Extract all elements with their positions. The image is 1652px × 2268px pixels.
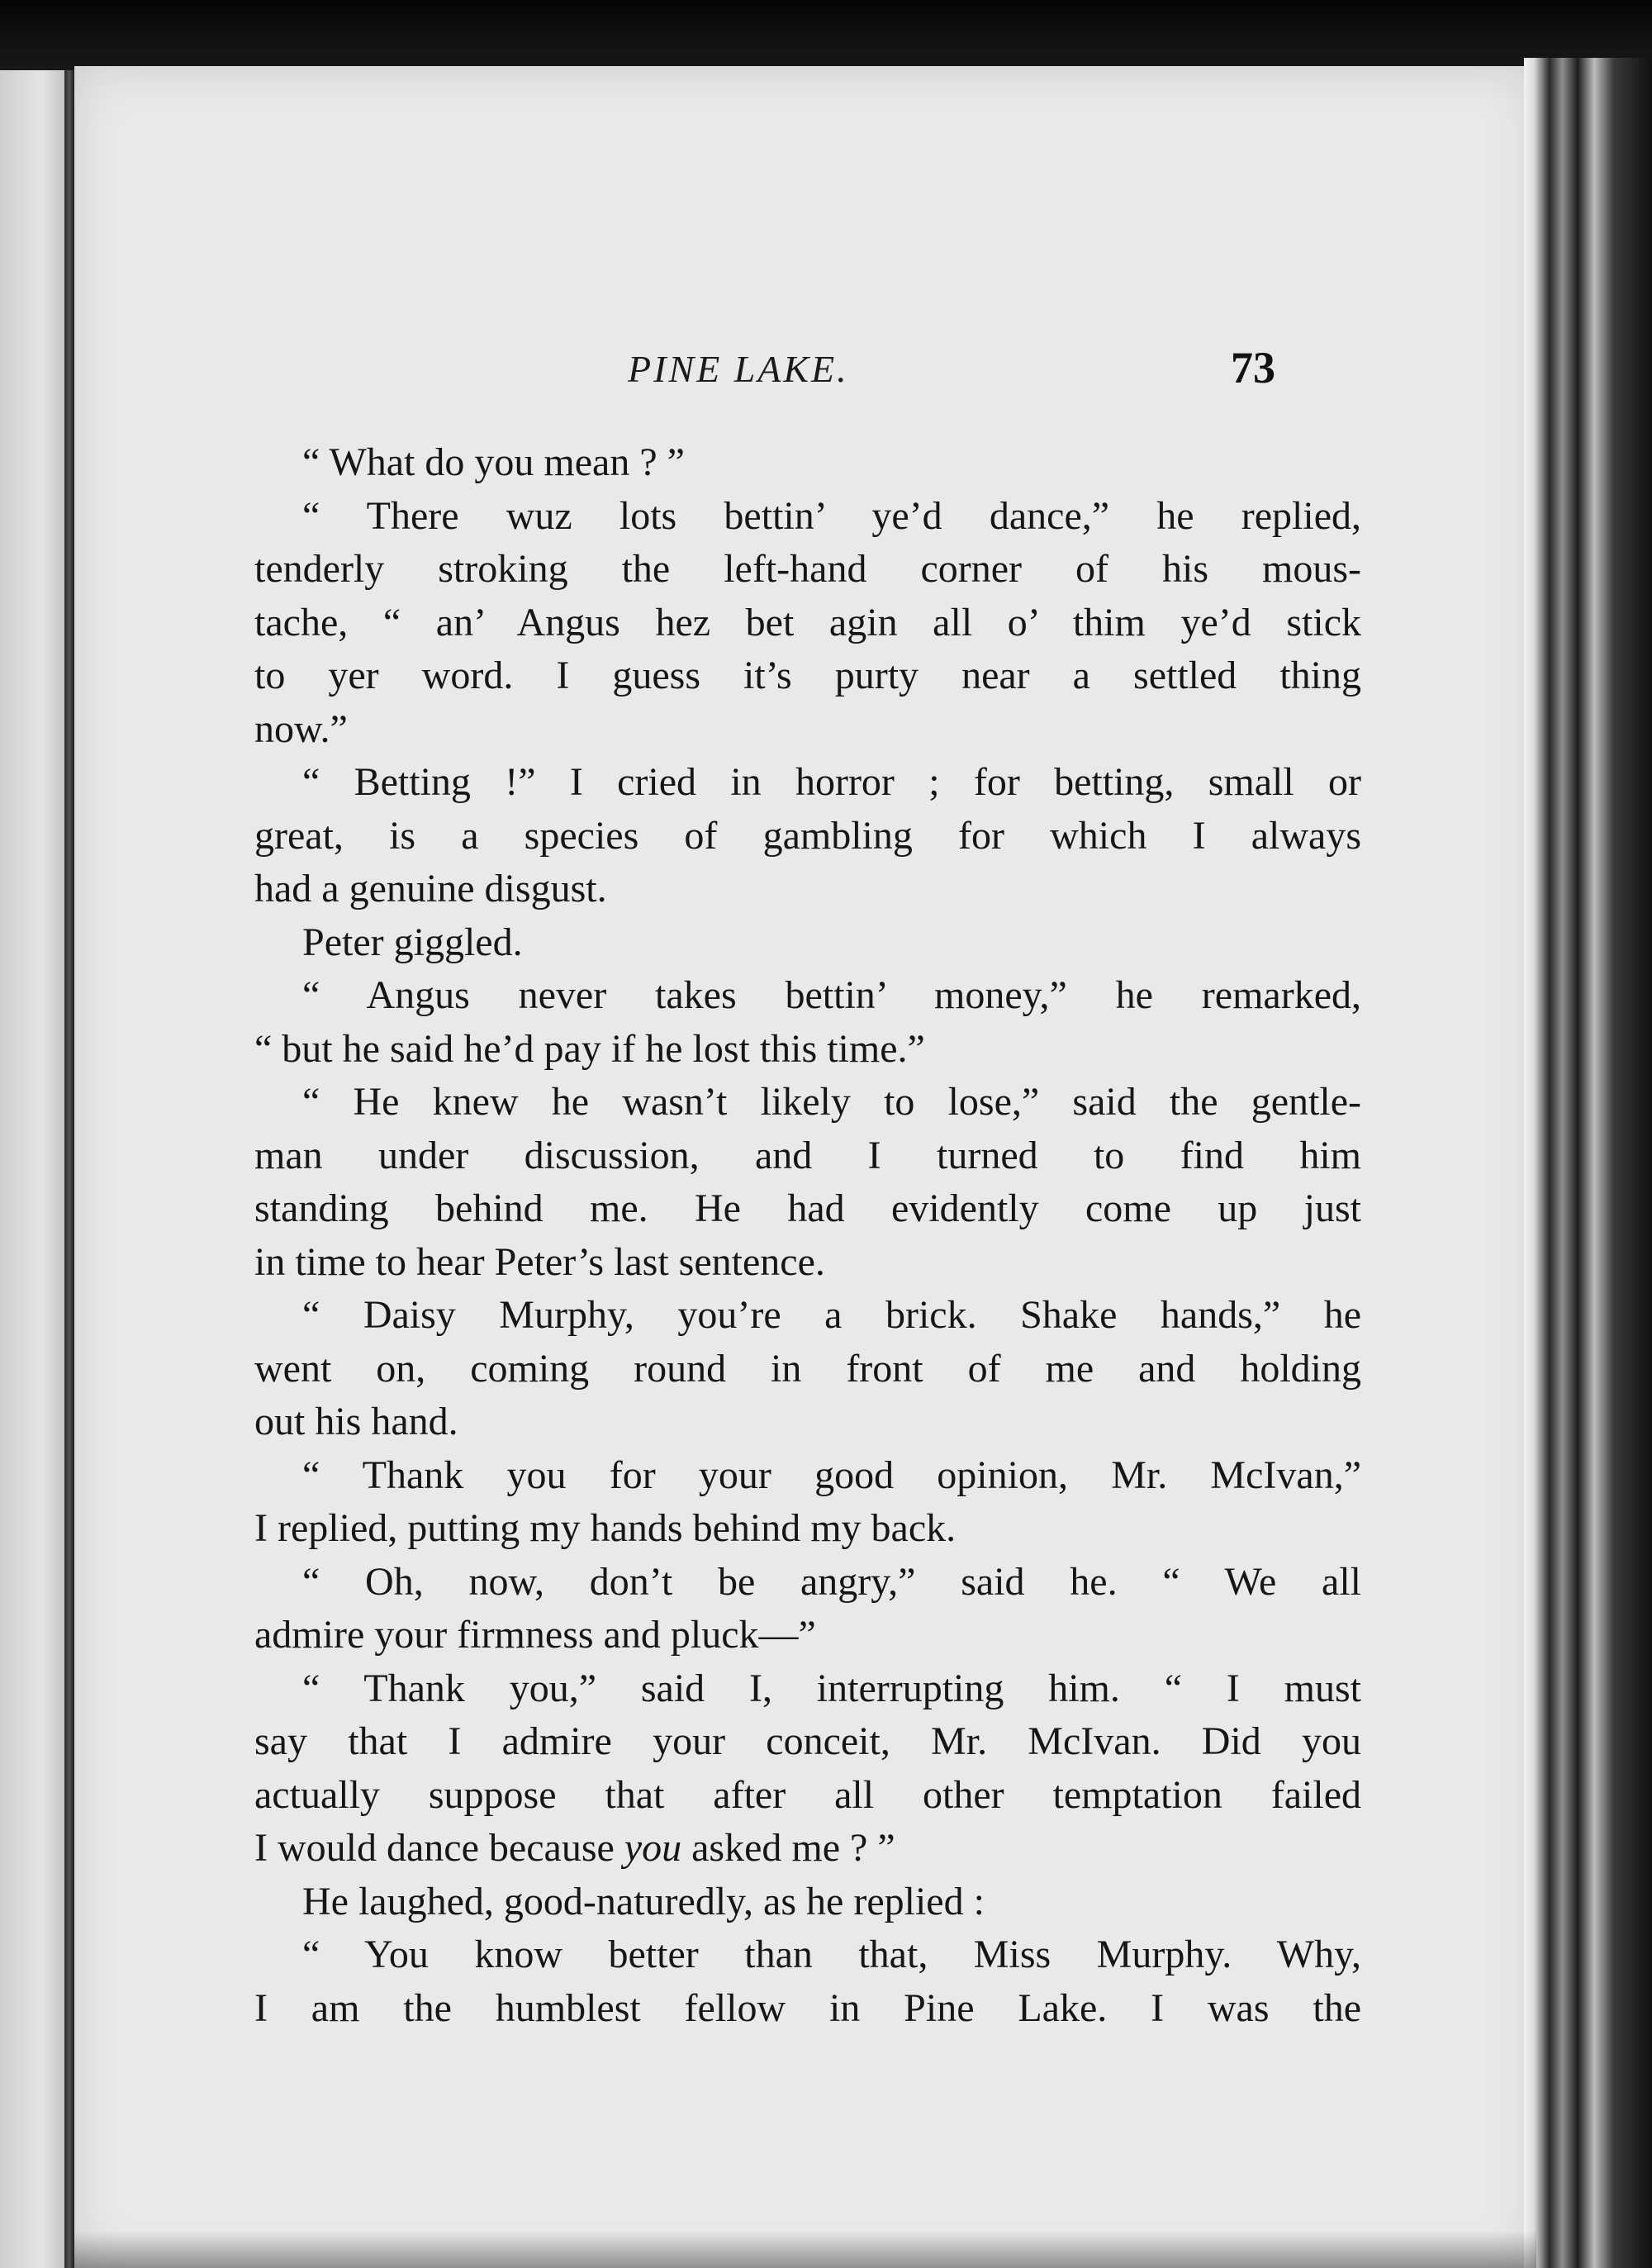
book-fore-edge [1524,58,1652,2268]
text-line: standing behind me. He had evidently come up just [254,1186,1361,1230]
previous-page-edge [0,70,70,2268]
running-head: PINE LAKE. [628,348,849,390]
text-line: tache, “ an’ Angus hez bet agin all o’ thim ye’d stick [254,600,1361,644]
text-line: Peter giggled. [302,920,523,964]
text-line: now.” [254,706,348,751]
text-line: in time to hear Peter’s last sentence. [254,1239,825,1284]
text-line: “ Oh, now, don’t be angry,” said he. “ We all [302,1559,1361,1604]
text-line: “ Thank you for your good opinion, Mr. McIvan,” [302,1453,1361,1497]
book-gutter [64,70,74,2268]
text-line: say that I admire your conceit, Mr. McIvan. Did you [254,1719,1361,1763]
text-line: “ Thank you,” said I, interrupting him. “ I must [302,1666,1361,1710]
text-line: “ There wuz lots bettin’ ye’d dance,” he replied, [302,493,1361,538]
book-page [74,66,1536,2268]
text-line: went on, coming round in front of me and holding [254,1346,1361,1391]
body-text [254,436,1361,2035]
text-line: actually suppose that after all other temptation failed [254,1772,1361,1817]
text-line: admire your firmness and pluck—” [254,1613,816,1657]
text-line: I am the humblest fellow in Pine Lake. I was the [254,1985,1361,2030]
text-line: great, is a species of gambling for which I always [254,813,1361,858]
scan-top-border [0,0,1652,74]
text-line: “ Daisy Murphy, you’re a brick. Shake hands,” he [302,1293,1361,1337]
text-line: “ but he said he’d pay if he lost this time.” [254,1026,925,1071]
text-line: tenderly stroking the left-hand corner of his mous- [254,547,1361,591]
text-line: “ You know better than that, Miss Murphy. Why, [302,1933,1361,1976]
text-line: out his hand. [254,1400,458,1443]
page-number: 73 [1231,343,1275,392]
text-line: to yer word. I guess it’s purty near a settled thing [254,654,1361,697]
text-line: He laughed, good-naturedly, as he replied : [302,1879,985,1923]
text-line: “ What do you mean ? ” [302,440,685,484]
text-line: I replied, putting my hands behind my back. [254,1506,957,1550]
text-line: man under discussion, and I turned to find him [254,1133,1361,1177]
text-line: “ Betting !” I cried in horror ; for betting, small or [302,760,1361,804]
text-line: I would dance because you asked me ? ” [254,1826,895,1870]
page-header [74,343,1536,413]
text-line: “ Angus never takes bettin’ money,” he remarked, [302,973,1361,1017]
emphasis: you [624,1826,682,1870]
text-line: “ He knew he wasn’t likely to lose,” said the gentle- [302,1080,1361,1124]
bottom-shadow [74,2231,1536,2268]
text-line: had a genuine disgust. [254,867,607,911]
